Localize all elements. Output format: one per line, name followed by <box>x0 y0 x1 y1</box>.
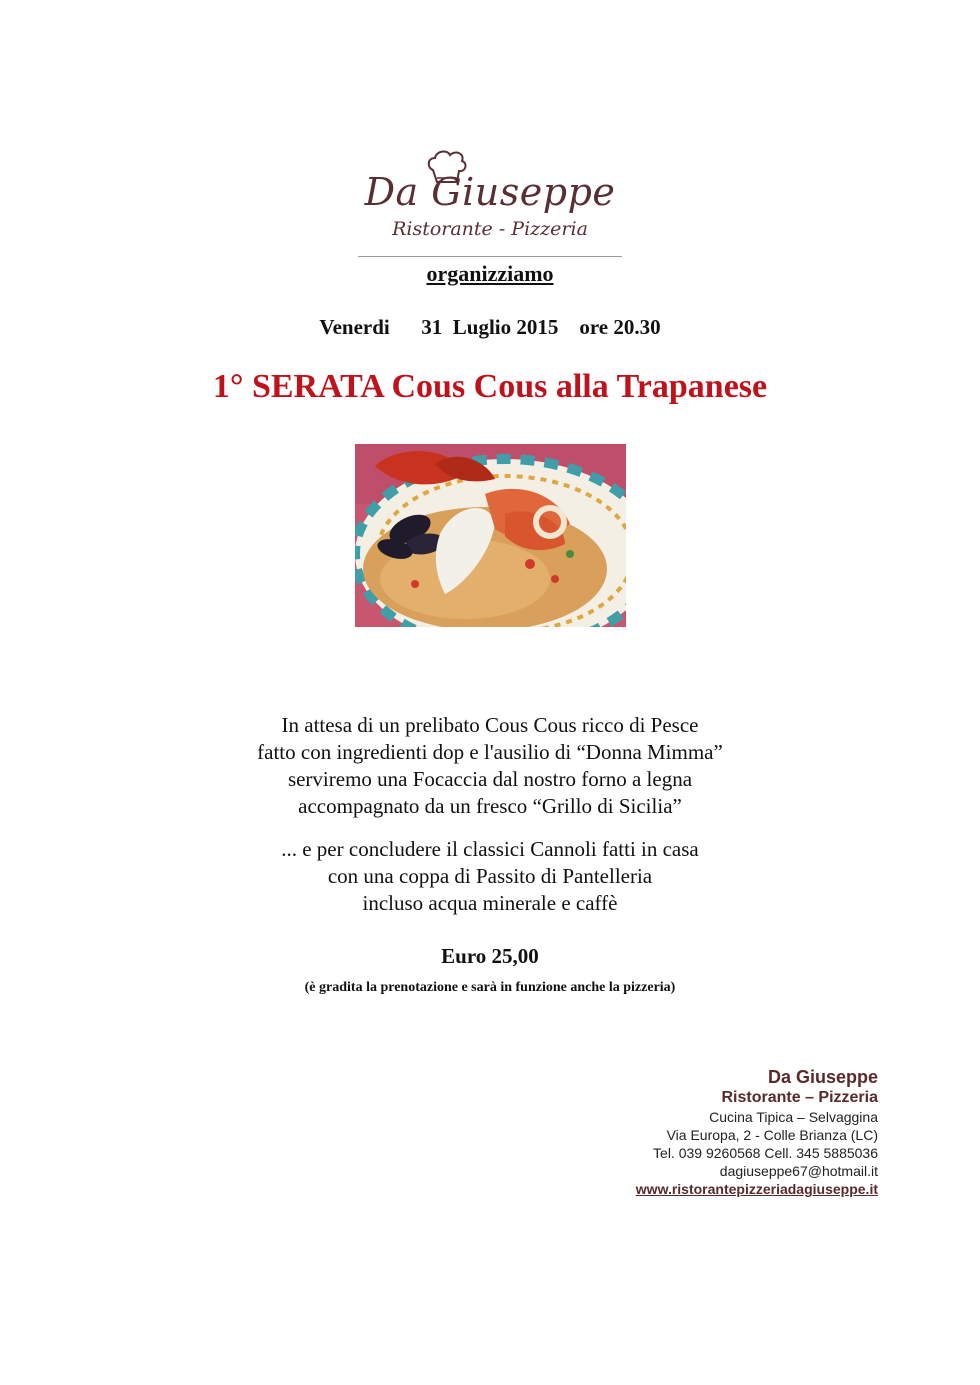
intro-heading: organizziamo <box>426 261 554 286</box>
contact-email[interactable]: dagiuseppe67@hotmail.it <box>719 1163 878 1179</box>
dish-illustration <box>355 444 626 627</box>
description-line: fatto con ingredienti dop e l'ausilio di “Donna Mimma” <box>257 740 723 764</box>
logo-name: Da Giuseppe <box>364 170 616 214</box>
logo-subtitle: Ristorante - Pizzeria <box>392 218 588 240</box>
event-price: Euro 25,00 <box>441 944 539 968</box>
event-title: 1° SERATA Cous Cous alla Trapanese <box>212 368 768 405</box>
contact-website-link[interactable]: www.ristorantepizzeriadagiuseppe.it <box>635 1181 878 1197</box>
menu-description <box>0 712 980 917</box>
logo-divider <box>358 256 622 257</box>
event-date: Venerdi 31 Luglio 2015 ore 20.30 <box>319 315 661 339</box>
cous-cous-dish-photo <box>355 444 626 627</box>
description-line: ... e per concludere il classici Cannoli fatti in casa <box>281 837 699 861</box>
description-line: accompagnato da un fresco “Grillo di Sicilia” <box>298 794 682 818</box>
description-line: In attesa di un prelibato Cous Cous ricco di Pesce <box>281 713 699 737</box>
contact-block <box>636 1066 878 1198</box>
description-line: incluso acqua minerale e caffè <box>362 891 618 915</box>
contact-name: Da Giuseppe <box>767 1067 878 1087</box>
contact-cuisine: Cucina Tipica – Selvaggina <box>709 1109 878 1125</box>
booking-note: (è gradita la prenotazione e sarà in funzione anche la pizzeria) <box>304 980 676 995</box>
restaurant-logo <box>355 148 625 260</box>
description-line: con una coppa di Passito di Pantelleria <box>327 864 653 888</box>
contact-phone: Tel. 039 9260568 Cell. 345 5885036 <box>653 1145 878 1161</box>
contact-address: Via Europa, 2 - Colle Brianza (LC) <box>666 1127 878 1143</box>
description-line: serviremo una Focaccia dal nostro forno a legna <box>287 767 693 791</box>
contact-subtitle: Ristorante – Pizzeria <box>721 1089 878 1106</box>
